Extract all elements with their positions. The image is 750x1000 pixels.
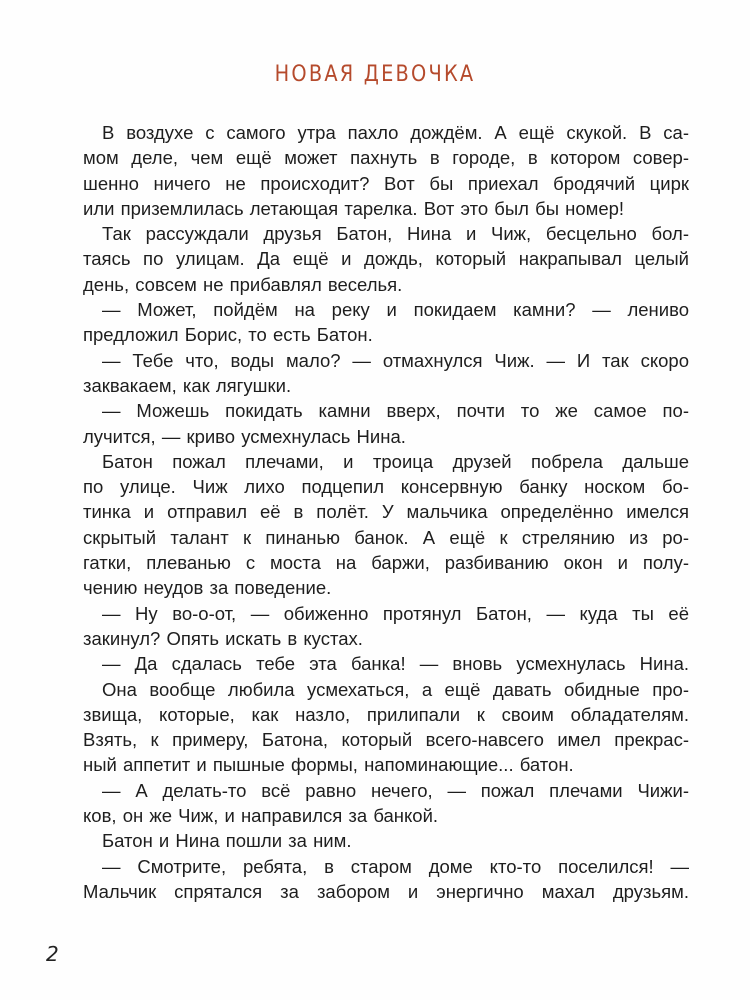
text-line: — А делать-то всё равно нечего, — пожал плечами Чижи- bbox=[102, 779, 689, 801]
chapter-body bbox=[83, 120, 689, 904]
text-line: скрытый талант к пинанью банок. А ещё к стрелянию из ро- bbox=[83, 526, 689, 548]
text-line: день, совсем не прибавлял веселья. bbox=[83, 273, 403, 295]
text-line: Мальчик спрятался за забором и энергично махал друзьям. bbox=[83, 880, 689, 902]
text-line: Батон и Нина пошли за ним. bbox=[102, 830, 352, 852]
text-line: Она вообще любила усмехаться, а ещё давать обидные про- bbox=[102, 678, 689, 700]
page-number: 2 bbox=[46, 942, 59, 966]
text-line: заквакаем, как лягушки. bbox=[83, 374, 292, 396]
text-line: гатки, плеванью с моста на баржи, разбиванию окон и полу- bbox=[83, 552, 689, 574]
text-line: предложил Борис, то есть Батон. bbox=[83, 324, 373, 346]
text-line: закинул? Опять искать в кустах. bbox=[83, 627, 363, 649]
text-line: лучится, — криво усмехнулась Нина. bbox=[83, 425, 406, 447]
text-line: Так рассуждали друзья Батон, Нина и Чиж, бесцельно бол- bbox=[102, 223, 689, 245]
text-line: таясь по улицам. Да ещё и дождь, который накрапывал целый bbox=[83, 248, 689, 270]
text-line: ный аппетит и пышные формы, напоминающие... батон. bbox=[83, 754, 574, 776]
text-line: чению неудов за поведение. bbox=[83, 577, 332, 599]
text-line: тинка и отправил её в полёт. У мальчика определённо имелся bbox=[83, 501, 689, 523]
text-line: В воздухе с самого утра пахло дождём. А ещё скукой. В са- bbox=[102, 122, 689, 143]
text-line: Батон пожал плечами, и троица друзей побрела дальше bbox=[102, 450, 689, 472]
chapter-title: НОВАЯ ДЕВОЧКА bbox=[274, 62, 476, 87]
text-line: — Тебе что, воды мало? — отмахнулся Чиж. — И так скоро bbox=[102, 349, 689, 371]
text-line: — Может, пойдём на реку и покидаем камни? — лениво bbox=[102, 299, 689, 321]
text-line: — Да сдалась тебе эта банка! — вновь усмехнулась Нина. bbox=[102, 653, 689, 675]
text-line: Взять, к примеру, Батона, который всего-навсего имел прекрас- bbox=[83, 729, 689, 751]
text-line: мом деле, чем ещё может пахнуть в городе, в котором совер- bbox=[83, 147, 689, 169]
text-line: — Ну во-о-от, — обиженно протянул Батон, — куда ты её bbox=[102, 602, 689, 624]
text-line: по улице. Чиж лихо подцепил консервную банку носком бо- bbox=[83, 476, 689, 498]
text-line: — Можешь покидать камни вверх, почти то же самое по- bbox=[102, 400, 689, 422]
text-line: шенно ничего не происходит? Вот бы приехал бродячий цирк bbox=[83, 172, 689, 194]
text-line: или приземлилась летающая тарелка. Вот это был бы номер! bbox=[83, 197, 625, 219]
text-line: ков, он же Чиж, и направился за банкой. bbox=[83, 805, 439, 827]
text-line: звища, которые, как назло, прилипали к своим обладателям. bbox=[83, 703, 689, 725]
text-line: — Смотрите, ребята, в старом доме кто-то поселился! — bbox=[102, 855, 689, 877]
